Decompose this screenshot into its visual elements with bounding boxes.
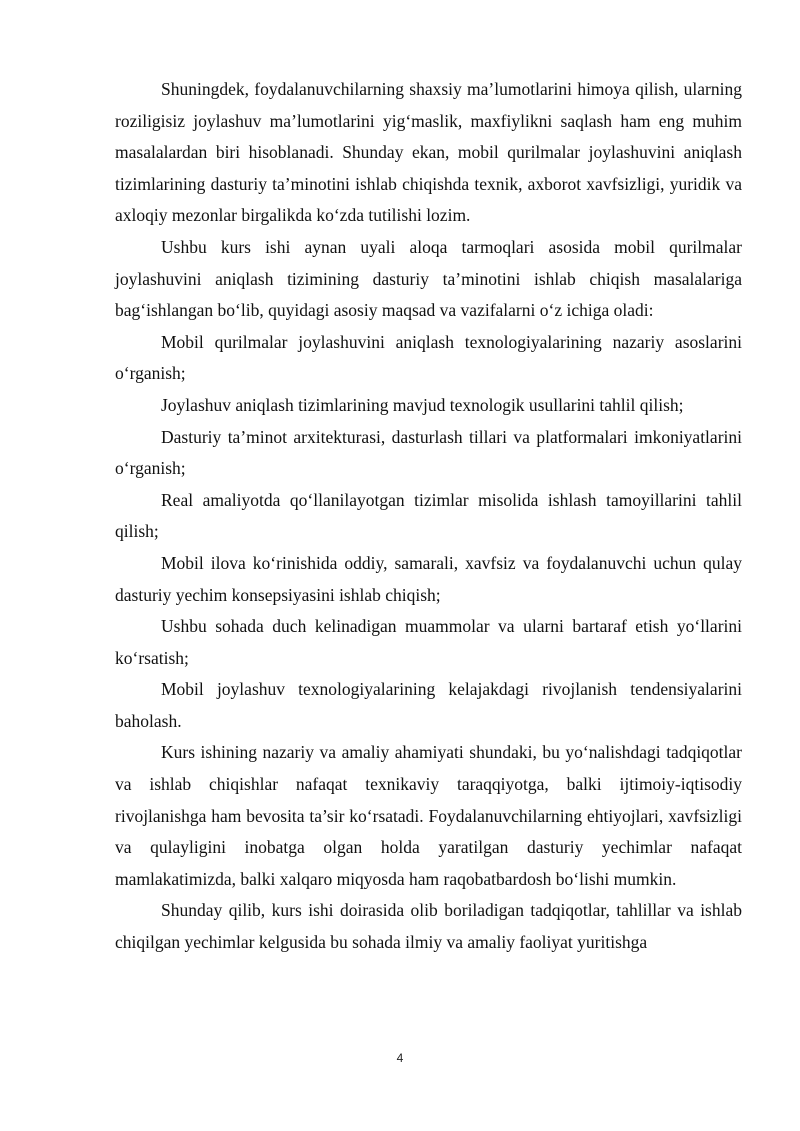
- list-item: Joylashuv aniqlash tizimlarining mavjud texnologik usullarini tahlil qilish;: [161, 394, 684, 415]
- list-item: Mobil qurilmalar joylashuvini aniqlash texnologiyalarining nazariy asoslarini o‘rganish;: [115, 331, 742, 384]
- list-item: Mobil joylashuv texnologiyalarining kelajakdagi rivojlanish tendensiyalarini baholash.: [115, 679, 742, 731]
- paragraph: Ushbu kurs ishi aynan uyali aloqa tarmoqlari asosida mobil qurilmalar joylashuvini aniqlash tizimining dasturiy ta’minotini ishlab chiqish masalalariga bag‘ishlangan bo‘lib, quyidagi asosiy maqsad va vazifalarni o‘z ichiga oladi:: [115, 236, 742, 321]
- list-item: Mobil ilova ko‘rinishida oddiy, samarali, xavfsiz va foydalanuvchi uchun qulay dasturiy yechim konsepsiyasini ishlab chiqish;: [115, 552, 742, 605]
- body-text: [115, 74, 742, 959]
- paragraph: Shuningdek, foydalanuvchilarning shaxsiy ma’lumotlarini himoya qilish, ularning roziligisiz joylashuv ma’lumotlarini yig‘maslik, maxfiylikni saqlash ham eng muhim masalalardan biri hisoblanadi. Shunday ekan, mobil qurilmalar joylashuvini aniqlash tizimlarining dasturiy ta’minotini ishlab chiqishda texnik, axborot xavfsizligi, yuridik va axloqiy mezonlar birgalikda ko‘zda tutilishi lozim.: [115, 79, 742, 226]
- paragraph: Shunday qilib, kurs ishi doirasida olib boriladigan tadqiqotlar, tahlillar va ishlab chiqilgan yechimlar kelgusida bu sohada ilmiy va amaliy faoliyat yuritishga: [115, 900, 742, 953]
- list-item: Ushbu sohada duch kelinadigan muammolar va ularni bartaraf etish yo‘llarini ko‘rsatish;: [115, 616, 742, 668]
- paragraph: Kurs ishining nazariy va amaliy ahamiyati shundaki, bu yo‘nalishdagi tadqiqotlar va ishlab chiqishlar nafaqat texnikaviy taraqqiyotga, balki ijtimoiy-iqtisodiy rivojlanishga ham bevosita ta’sir ko‘rsatadi. Foydalanuvchilarning ehtiyojlari, xavfsizligi va qulayligini inobatga olgan holda yaratilgan dasturiy yechimlar nafaqat mamlakatimizda, balki xalqaro miqyosda ham raqobatbardosh bo‘lishi mumkin.: [115, 742, 742, 889]
- list-item: Real amaliyotda qo‘llanilayotgan tizimlar misolida ishlash tamoyillarini tahlil qilish;: [115, 489, 742, 542]
- page-number: 4: [396, 1051, 404, 1065]
- list-item: Dasturiy ta’minot arxitekturasi, dasturlash tillari va platformalari imkoniyatlarini o‘rganish;: [115, 426, 742, 479]
